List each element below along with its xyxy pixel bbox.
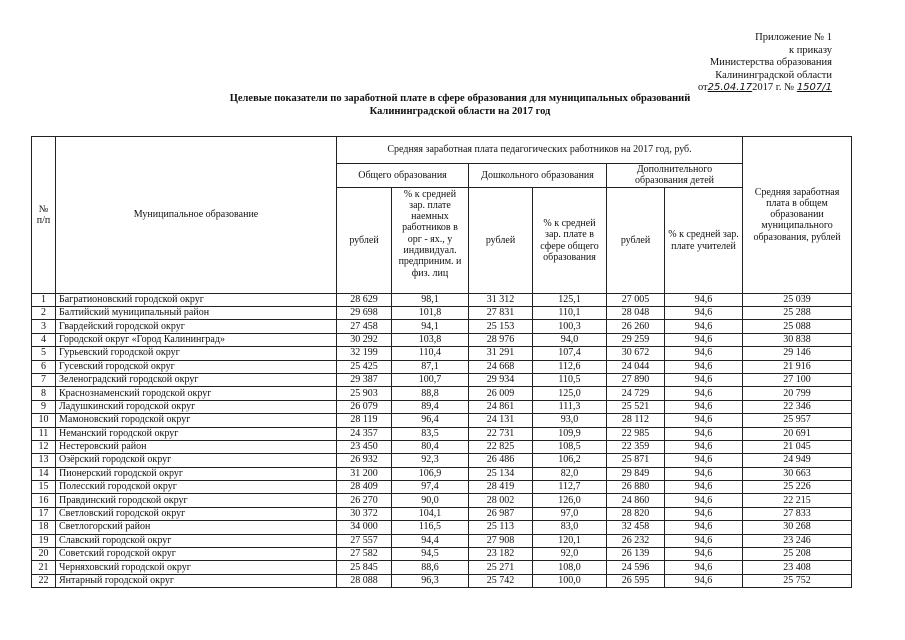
total-salary-cell: 22 346 <box>743 400 852 413</box>
total-salary-cell: 30 268 <box>743 521 852 534</box>
general-pct-cell: 100,7 <box>392 373 469 386</box>
table-row <box>32 333 852 346</box>
annex-number: 1507/1 <box>796 82 832 94</box>
municipality-name-cell: Гурьевский городской округ <box>56 347 337 360</box>
header-additional: Дополнительного образования детей <box>607 164 743 188</box>
municipality-name-cell: Светлогорский район <box>56 521 337 534</box>
municipality-name-cell: Славский городской округ <box>56 534 337 547</box>
total-salary-cell: 23 246 <box>743 534 852 547</box>
table-row <box>32 561 852 574</box>
general-pct-cell: 94,5 <box>392 548 469 561</box>
municipality-name-cell: Черняховский городской округ <box>56 561 337 574</box>
additional-pct-cell: 94,6 <box>665 534 743 547</box>
additional-pct-cell: 94,6 <box>665 333 743 346</box>
general-rub-cell: 26 270 <box>337 494 392 507</box>
preschool-pct-cell: 83,0 <box>533 521 607 534</box>
preschool-rub-cell: 27 908 <box>469 534 533 547</box>
annex-line-4: Калининградской области <box>715 69 832 81</box>
table-row <box>32 427 852 440</box>
additional-rub-cell: 24 860 <box>607 494 665 507</box>
additional-rub-cell: 27 890 <box>607 373 665 386</box>
general-pct-cell: 89,4 <box>392 400 469 413</box>
general-rub-cell: 26 932 <box>337 454 392 467</box>
preschool-rub-cell: 22 731 <box>469 427 533 440</box>
header-rub-additional: рублей <box>607 187 665 293</box>
preschool-rub-cell: 26 009 <box>469 387 533 400</box>
additional-pct-cell: 94,6 <box>665 347 743 360</box>
additional-rub-cell: 29 849 <box>607 467 665 480</box>
general-pct-cell: 96,3 <box>392 574 469 587</box>
general-pct-cell: 88,6 <box>392 561 469 574</box>
general-rub-cell: 28 119 <box>337 414 392 427</box>
general-rub-cell: 26 079 <box>337 400 392 413</box>
additional-pct-cell: 94,6 <box>665 373 743 386</box>
preschool-rub-cell: 26 486 <box>469 454 533 467</box>
preschool-rub-cell: 23 182 <box>469 548 533 561</box>
general-pct-cell: 90,0 <box>392 494 469 507</box>
general-rub-cell: 27 458 <box>337 320 392 333</box>
preschool-pct-cell: 108,0 <box>533 561 607 574</box>
additional-pct-cell: 94,6 <box>665 360 743 373</box>
table-body <box>32 293 852 588</box>
total-salary-cell: 23 408 <box>743 561 852 574</box>
total-salary-cell: 25 957 <box>743 414 852 427</box>
preschool-rub-cell: 28 419 <box>469 481 533 494</box>
table-row <box>32 534 852 547</box>
annex-date: 25.04.17 <box>707 82 753 94</box>
municipality-name-cell: Полесский городской округ <box>56 481 337 494</box>
preschool-pct-cell: 125,0 <box>533 387 607 400</box>
general-rub-cell: 25 425 <box>337 360 392 373</box>
table-row <box>32 440 852 453</box>
additional-pct-cell: 94,6 <box>665 521 743 534</box>
general-rub-cell: 31 200 <box>337 467 392 480</box>
preschool-pct-cell: 110,1 <box>533 306 607 319</box>
additional-rub-cell: 28 112 <box>607 414 665 427</box>
header-pct-general: % к средней зар. плате наемных работников в орг - ях., у индивидуал. предприним. и физ. лиц <box>392 187 469 293</box>
general-rub-cell: 27 582 <box>337 548 392 561</box>
preschool-rub-cell: 24 131 <box>469 414 533 427</box>
additional-rub-cell: 30 672 <box>607 347 665 360</box>
preschool-pct-cell: 110,5 <box>533 373 607 386</box>
preschool-pct-cell: 106,2 <box>533 454 607 467</box>
municipality-name-cell: Багратионовский городской округ <box>56 293 337 306</box>
general-pct-cell: 80,4 <box>392 440 469 453</box>
preschool-pct-cell: 93,0 <box>533 414 607 427</box>
header-group: Средняя заработная плата педагогических работников на 2017 год, руб. <box>337 137 743 164</box>
municipality-name-cell: Нестеровский район <box>56 440 337 453</box>
total-salary-cell: 21 045 <box>743 440 852 453</box>
general-rub-cell: 25 903 <box>337 387 392 400</box>
row-number-cell: 11 <box>32 427 56 440</box>
total-salary-cell: 25 039 <box>743 293 852 306</box>
preschool-pct-cell: 109,9 <box>533 427 607 440</box>
row-number-cell: 14 <box>32 467 56 480</box>
general-pct-cell: 88,8 <box>392 387 469 400</box>
additional-pct-cell: 94,6 <box>665 400 743 413</box>
row-number-cell: 3 <box>32 320 56 333</box>
row-number-cell: 5 <box>32 347 56 360</box>
municipality-name-cell: Правдинский городской округ <box>56 494 337 507</box>
additional-pct-cell: 94,6 <box>665 414 743 427</box>
preschool-rub-cell: 24 861 <box>469 400 533 413</box>
row-number-cell: 1 <box>32 293 56 306</box>
row-number-cell: 12 <box>32 440 56 453</box>
preschool-pct-cell: 112,7 <box>533 481 607 494</box>
preschool-pct-cell: 112,6 <box>533 360 607 373</box>
row-number-cell: 22 <box>32 574 56 587</box>
additional-rub-cell: 28 048 <box>607 306 665 319</box>
annex-prefix: от <box>697 82 708 94</box>
additional-rub-cell: 25 871 <box>607 454 665 467</box>
additional-rub-cell: 26 139 <box>607 548 665 561</box>
header-total: Средняя заработная плата в общем образовании муниципального образования, рублей <box>743 137 852 294</box>
preschool-rub-cell: 25 153 <box>469 320 533 333</box>
general-rub-cell: 27 557 <box>337 534 392 547</box>
municipality-name-cell: Советский городской округ <box>56 548 337 561</box>
additional-pct-cell: 94,6 <box>665 561 743 574</box>
general-pct-cell: 83,5 <box>392 427 469 440</box>
preschool-rub-cell: 22 825 <box>469 440 533 453</box>
municipality-name-cell: Зеленоградский городской округ <box>56 373 337 386</box>
header-municipality: Муниципальное образование <box>56 137 337 294</box>
municipality-name-cell: Озёрский городской округ <box>56 454 337 467</box>
additional-rub-cell: 26 260 <box>607 320 665 333</box>
general-rub-cell: 28 629 <box>337 293 392 306</box>
municipality-name-cell: Янтарный городской округ <box>56 574 337 587</box>
header-num: № п/п <box>32 137 56 294</box>
row-number-cell: 7 <box>32 373 56 386</box>
preschool-pct-cell: 111,3 <box>533 400 607 413</box>
additional-rub-cell: 26 595 <box>607 574 665 587</box>
general-rub-cell: 25 845 <box>337 561 392 574</box>
preschool-rub-cell: 24 668 <box>469 360 533 373</box>
table-row <box>32 400 852 413</box>
table-row <box>32 467 852 480</box>
municipality-name-cell: Гусевский городской округ <box>56 360 337 373</box>
additional-pct-cell: 94,6 <box>665 507 743 520</box>
preschool-rub-cell: 27 831 <box>469 306 533 319</box>
table-row <box>32 574 852 587</box>
additional-pct-cell: 94,6 <box>665 320 743 333</box>
table-row <box>32 360 852 373</box>
table-row <box>32 454 852 467</box>
total-salary-cell: 24 949 <box>743 454 852 467</box>
preschool-pct-cell: 92,0 <box>533 548 607 561</box>
general-rub-cell: 23 450 <box>337 440 392 453</box>
header-general: Общего образования <box>337 164 469 188</box>
table-row <box>32 306 852 319</box>
document-title <box>180 93 740 118</box>
total-salary-cell: 21 916 <box>743 360 852 373</box>
preschool-rub-cell: 25 113 <box>469 521 533 534</box>
preschool-rub-cell: 28 976 <box>469 333 533 346</box>
general-rub-cell: 28 088 <box>337 574 392 587</box>
total-salary-cell: 25 752 <box>743 574 852 587</box>
general-rub-cell: 28 409 <box>337 481 392 494</box>
total-salary-cell: 29 146 <box>743 347 852 360</box>
municipality-name-cell: Краснознаменский городской округ <box>56 387 337 400</box>
additional-rub-cell: 22 985 <box>607 427 665 440</box>
total-salary-cell: 27 833 <box>743 507 852 520</box>
general-pct-cell: 94,1 <box>392 320 469 333</box>
general-pct-cell: 103,8 <box>392 333 469 346</box>
preschool-rub-cell: 31 291 <box>469 347 533 360</box>
general-pct-cell: 94,4 <box>392 534 469 547</box>
table-row <box>32 494 852 507</box>
preschool-rub-cell: 28 002 <box>469 494 533 507</box>
preschool-pct-cell: 100,0 <box>533 574 607 587</box>
municipality-name-cell: Гвардейский городской округ <box>56 320 337 333</box>
additional-pct-cell: 94,6 <box>665 440 743 453</box>
additional-rub-cell: 25 521 <box>607 400 665 413</box>
table-row <box>32 507 852 520</box>
municipality-name-cell: Пионерский городской округ <box>56 467 337 480</box>
general-pct-cell: 96,4 <box>392 414 469 427</box>
additional-pct-cell: 94,6 <box>665 481 743 494</box>
municipality-name-cell: Светловский городской округ <box>56 507 337 520</box>
additional-rub-cell: 28 820 <box>607 507 665 520</box>
additional-rub-cell: 26 232 <box>607 534 665 547</box>
additional-rub-cell: 26 880 <box>607 481 665 494</box>
additional-rub-cell: 24 044 <box>607 360 665 373</box>
total-salary-cell: 22 215 <box>743 494 852 507</box>
general-rub-cell: 34 000 <box>337 521 392 534</box>
additional-rub-cell: 29 259 <box>607 333 665 346</box>
general-pct-cell: 104,1 <box>392 507 469 520</box>
general-rub-cell: 30 292 <box>337 333 392 346</box>
additional-pct-cell: 94,6 <box>665 306 743 319</box>
row-number-cell: 6 <box>32 360 56 373</box>
preschool-pct-cell: 125,1 <box>533 293 607 306</box>
annex-line-2: к приказу <box>789 44 832 56</box>
row-number-cell: 19 <box>32 534 56 547</box>
total-salary-cell: 20 691 <box>743 427 852 440</box>
general-rub-cell: 30 372 <box>337 507 392 520</box>
header-rub-general: рублей <box>337 187 392 293</box>
preschool-rub-cell: 26 987 <box>469 507 533 520</box>
additional-rub-cell: 22 359 <box>607 440 665 453</box>
municipality-name-cell: Балтийский муниципальный район <box>56 306 337 319</box>
preschool-pct-cell: 120,1 <box>533 534 607 547</box>
additional-rub-cell: 24 729 <box>607 387 665 400</box>
additional-rub-cell: 24 596 <box>607 561 665 574</box>
additional-pct-cell: 94,6 <box>665 387 743 400</box>
header-pct-preschool: % к средней зар. плате в сфере общего образования <box>533 187 607 293</box>
annex-block <box>660 32 832 95</box>
additional-pct-cell: 94,6 <box>665 494 743 507</box>
additional-rub-cell: 32 458 <box>607 521 665 534</box>
table-row <box>32 481 852 494</box>
general-rub-cell: 29 387 <box>337 373 392 386</box>
general-rub-cell: 32 199 <box>337 347 392 360</box>
preschool-pct-cell: 126,0 <box>533 494 607 507</box>
municipality-name-cell: Мамоновский городской округ <box>56 414 337 427</box>
header-preschool: Дошкольного образования <box>469 164 607 188</box>
additional-pct-cell: 94,6 <box>665 574 743 587</box>
total-salary-cell: 30 663 <box>743 467 852 480</box>
annex-line-3: Министерства образования <box>709 57 832 69</box>
general-pct-cell: 116,5 <box>392 521 469 534</box>
municipality-name-cell: Городской округ «Город Калининград» <box>56 333 337 346</box>
preschool-rub-cell: 29 934 <box>469 373 533 386</box>
additional-pct-cell: 94,6 <box>665 467 743 480</box>
table-row <box>32 320 852 333</box>
row-number-cell: 10 <box>32 414 56 427</box>
row-number-cell: 8 <box>32 387 56 400</box>
preschool-rub-cell: 25 134 <box>469 467 533 480</box>
general-pct-cell: 97,4 <box>392 481 469 494</box>
general-pct-cell: 110,4 <box>392 347 469 360</box>
preschool-rub-cell: 25 742 <box>469 574 533 587</box>
general-pct-cell: 87,1 <box>392 360 469 373</box>
row-number-cell: 13 <box>32 454 56 467</box>
additional-rub-cell: 27 005 <box>607 293 665 306</box>
total-salary-cell: 25 288 <box>743 306 852 319</box>
total-salary-cell: 25 208 <box>743 548 852 561</box>
total-salary-cell: 30 838 <box>743 333 852 346</box>
row-number-cell: 17 <box>32 507 56 520</box>
table-row <box>32 293 852 306</box>
annex-year: 2017 г. № <box>752 82 795 94</box>
row-number-cell: 21 <box>32 561 56 574</box>
general-pct-cell: 98,1 <box>392 293 469 306</box>
table-row <box>32 387 852 400</box>
preschool-rub-cell: 31 312 <box>469 293 533 306</box>
table-row <box>32 347 852 360</box>
title-line-1: Целевые показатели по заработной плате в сфере образования для муниципальных образований <box>229 93 691 104</box>
additional-pct-cell: 94,6 <box>665 427 743 440</box>
title-line-2: Калининградской области на 2017 год <box>369 105 551 117</box>
row-number-cell: 9 <box>32 400 56 413</box>
preschool-pct-cell: 97,0 <box>533 507 607 520</box>
row-number-cell: 2 <box>32 306 56 319</box>
row-number-cell: 20 <box>32 548 56 561</box>
preschool-rub-cell: 25 271 <box>469 561 533 574</box>
preschool-pct-cell: 82,0 <box>533 467 607 480</box>
total-salary-cell: 20 799 <box>743 387 852 400</box>
header-rub-preschool: рублей <box>469 187 533 293</box>
additional-pct-cell: 94,6 <box>665 293 743 306</box>
preschool-pct-cell: 94,0 <box>533 333 607 346</box>
preschool-pct-cell: 107,4 <box>533 347 607 360</box>
general-rub-cell: 29 698 <box>337 306 392 319</box>
municipality-name-cell: Ладушкинский городской округ <box>56 400 337 413</box>
table-row <box>32 521 852 534</box>
annex-line-1: Приложение № 1 <box>755 32 832 43</box>
general-pct-cell: 92,3 <box>392 454 469 467</box>
general-pct-cell: 106,9 <box>392 467 469 480</box>
header-pct-additional: % к средней зар. плате учителей <box>665 187 743 293</box>
additional-pct-cell: 94,6 <box>665 548 743 561</box>
row-number-cell: 15 <box>32 481 56 494</box>
municipality-name-cell: Неманский городской округ <box>56 427 337 440</box>
preschool-pct-cell: 108,5 <box>533 440 607 453</box>
total-salary-cell: 27 100 <box>743 373 852 386</box>
general-rub-cell: 24 357 <box>337 427 392 440</box>
salary-table <box>31 136 852 588</box>
table-row <box>32 414 852 427</box>
additional-pct-cell: 94,6 <box>665 454 743 467</box>
total-salary-cell: 25 226 <box>743 481 852 494</box>
row-number-cell: 18 <box>32 521 56 534</box>
row-number-cell: 16 <box>32 494 56 507</box>
general-pct-cell: 101,8 <box>392 306 469 319</box>
total-salary-cell: 25 088 <box>743 320 852 333</box>
row-number-cell: 4 <box>32 333 56 346</box>
table-row <box>32 548 852 561</box>
preschool-pct-cell: 100,3 <box>533 320 607 333</box>
table-row <box>32 373 852 386</box>
